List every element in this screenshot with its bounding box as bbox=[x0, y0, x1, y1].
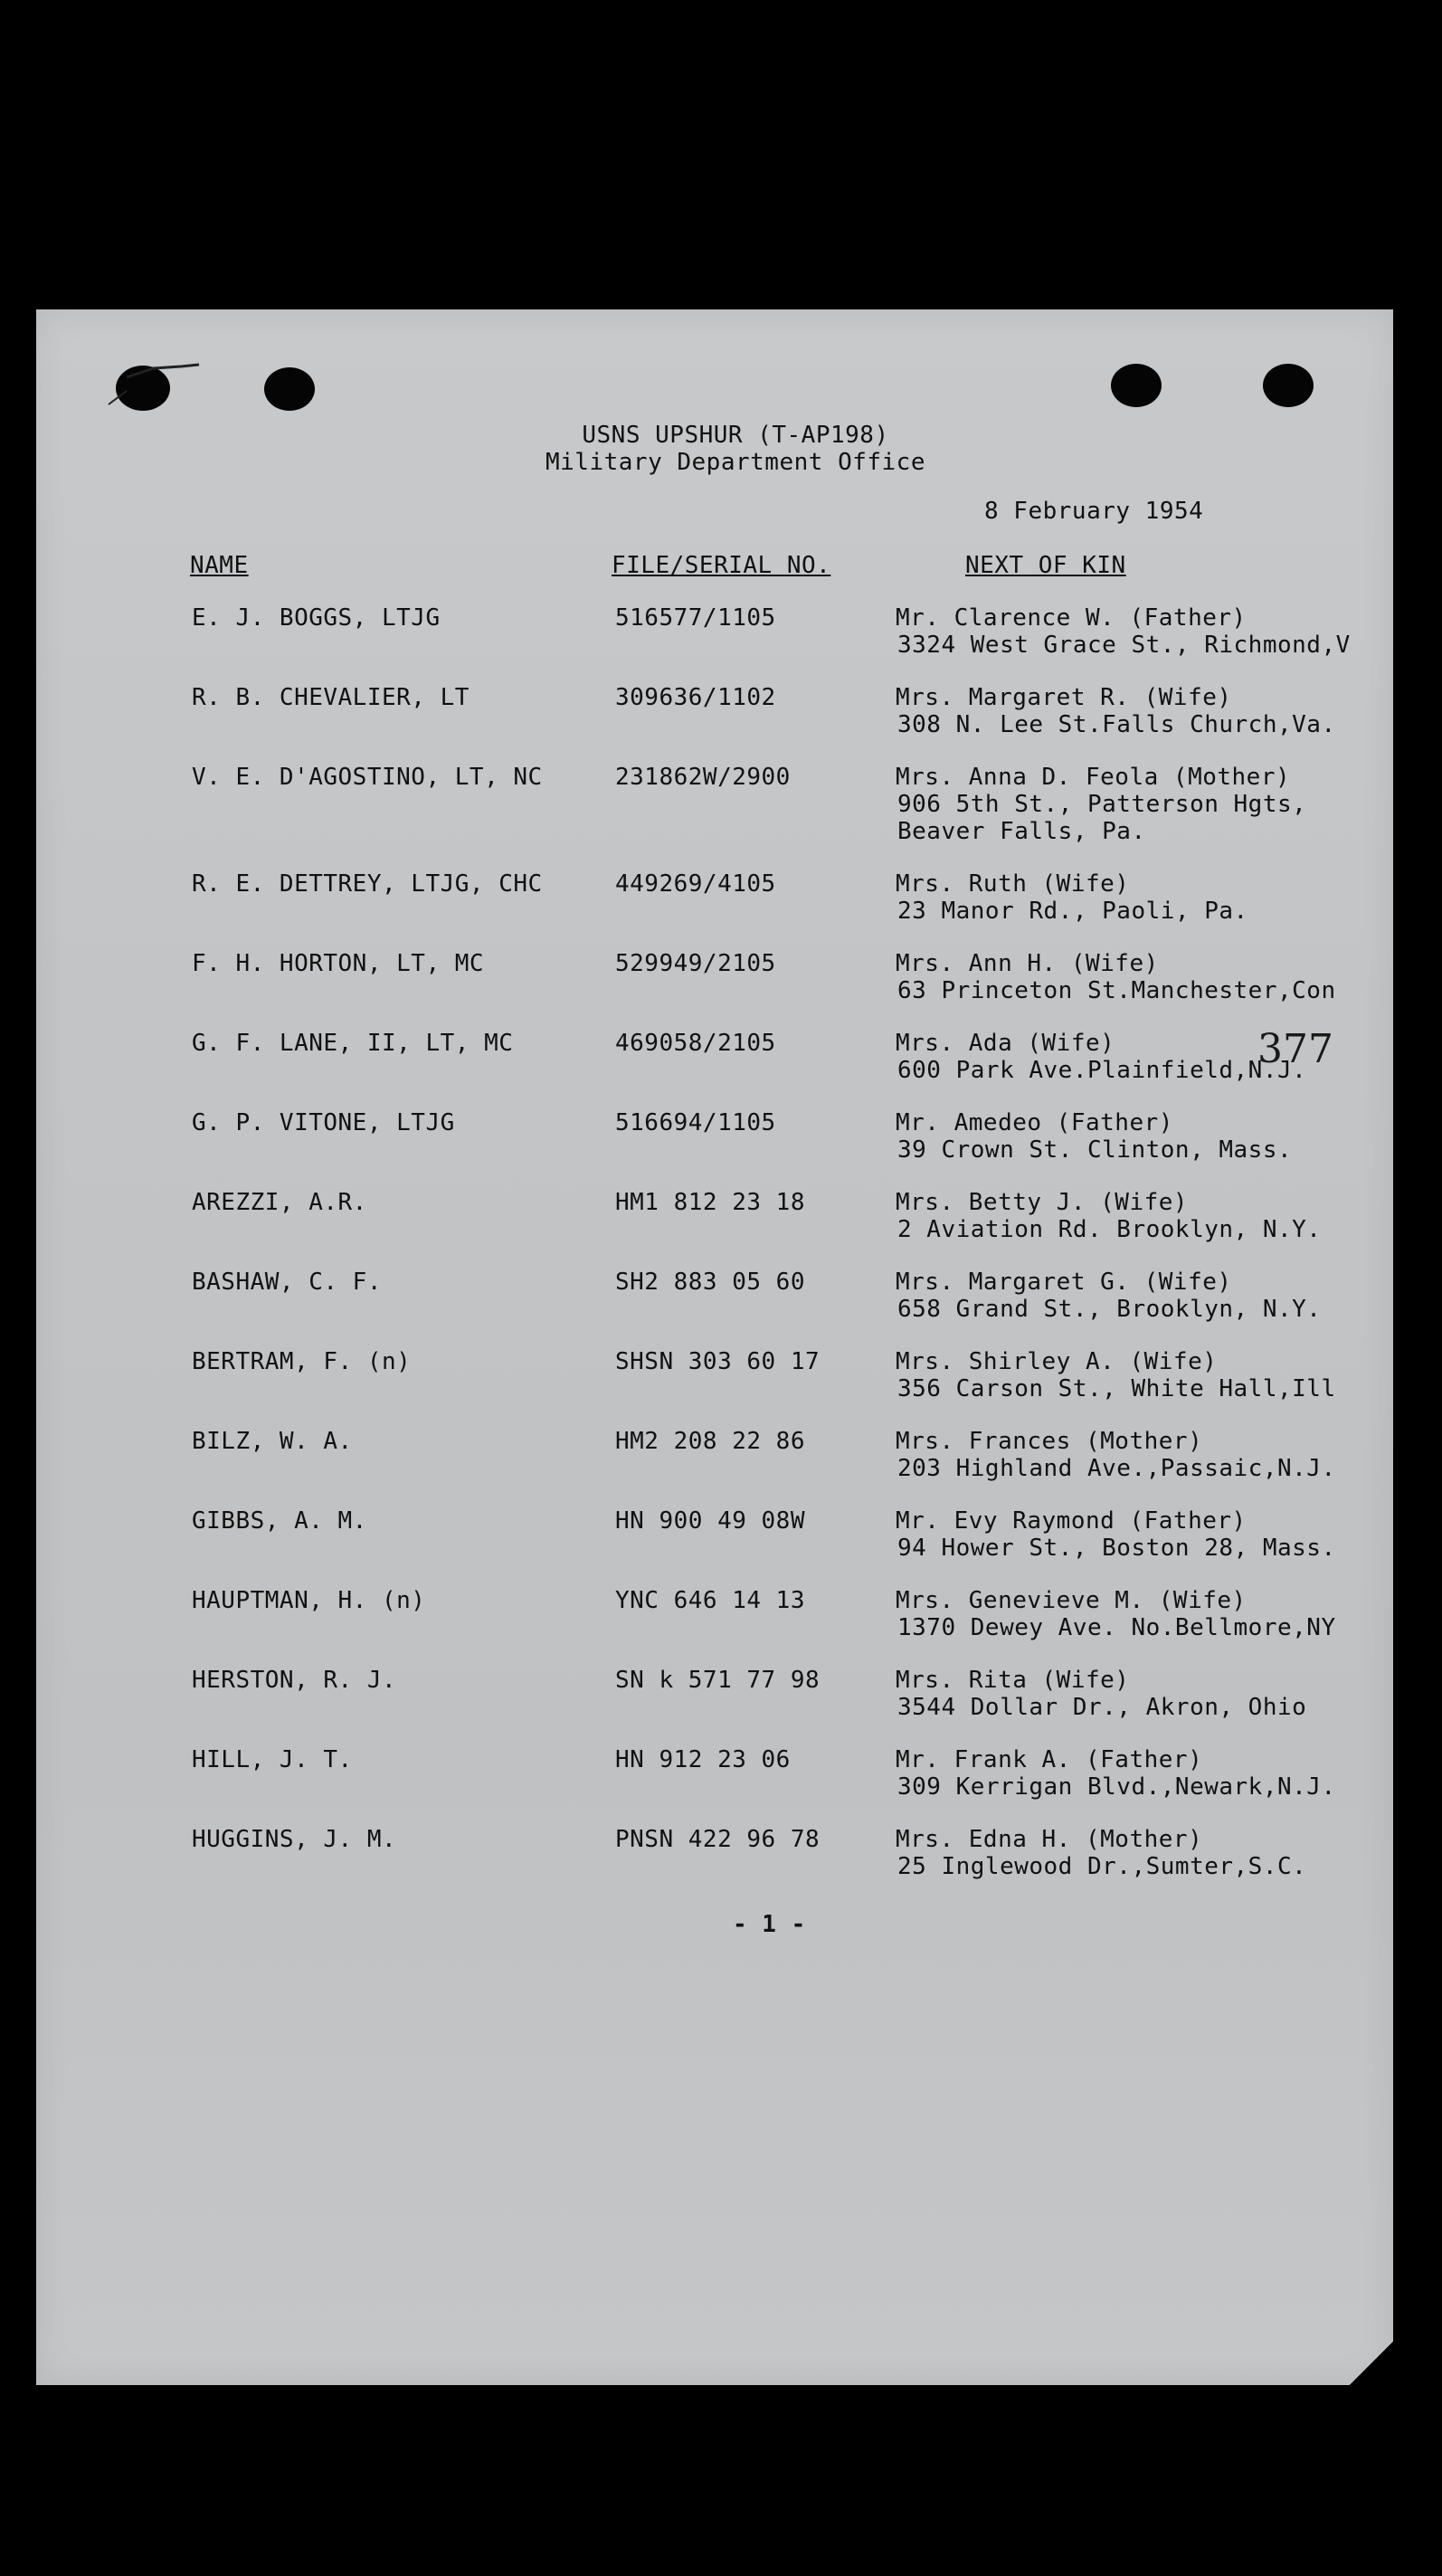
table-row bbox=[36, 1348, 1393, 1421]
serial-number: 449269/4105 bbox=[615, 870, 776, 898]
document-date: 8 February 1954 bbox=[984, 498, 1204, 525]
ink-scratch bbox=[100, 341, 208, 413]
serial-number: 469058/2105 bbox=[615, 1030, 776, 1057]
serial-number: 516694/1105 bbox=[615, 1109, 776, 1136]
next-of-kin-name: Mr. Clarence W. (Father) bbox=[896, 604, 1247, 632]
serial-number: PNSN 422 96 78 bbox=[615, 1826, 821, 1853]
table-row bbox=[36, 1507, 1393, 1580]
person-name: R. B. CHEVALIER, LT bbox=[192, 684, 470, 711]
next-of-kin-address: 600 Park Ave.Plainfield,N.J. bbox=[897, 1057, 1307, 1084]
table-row bbox=[36, 684, 1393, 756]
person-name: BILZ, W. A. bbox=[192, 1428, 353, 1455]
next-of-kin-address: 308 N. Lee St.Falls Church,Va. bbox=[897, 711, 1336, 738]
person-name: V. E. D'AGOSTINO, LT, NC bbox=[192, 764, 543, 791]
next-of-kin-address: 63 Princeton St.Manchester,Con bbox=[897, 977, 1336, 1004]
table-row bbox=[36, 1746, 1393, 1819]
column-header-kin: NEXT OF KIN bbox=[965, 552, 1126, 579]
next-of-kin-name: Mrs. Margaret R. (Wife) bbox=[896, 684, 1232, 711]
person-name: HILL, J. T. bbox=[192, 1746, 353, 1773]
next-of-kin-address: 3324 West Grace St., Richmond,V bbox=[897, 632, 1351, 659]
office-title: Military Department Office bbox=[545, 449, 925, 476]
serial-number: SH2 883 05 60 bbox=[615, 1269, 805, 1296]
person-name: R. E. DETTREY, LTJG, CHC bbox=[192, 870, 543, 898]
person-name: GIBBS, A. M. bbox=[192, 1507, 367, 1535]
punch-hole-3 bbox=[1111, 364, 1162, 407]
next-of-kin-address: 94 Hower St., Boston 28, Mass. bbox=[897, 1535, 1336, 1562]
document-page bbox=[36, 309, 1393, 2385]
person-name: G. P. VITONE, LTJG bbox=[192, 1109, 455, 1136]
person-name: BASHAW, C. F. bbox=[192, 1269, 382, 1296]
serial-number: HN 900 49 08W bbox=[615, 1507, 805, 1535]
next-of-kin-name: Mr. Amedeo (Father) bbox=[896, 1109, 1173, 1136]
next-of-kin-name: Mrs. Anna D. Feola (Mother) bbox=[896, 764, 1291, 791]
next-of-kin-address: 203 Highland Ave.,Passaic,N.J. bbox=[897, 1455, 1336, 1482]
next-of-kin-address: 25 Inglewood Dr.,Sumter,S.C. bbox=[897, 1853, 1307, 1880]
column-header-serial: FILE/SERIAL NO. bbox=[612, 552, 831, 579]
next-of-kin-name: Mr. Evy Raymond (Father) bbox=[896, 1507, 1247, 1535]
next-of-kin-address-2: Beaver Falls, Pa. bbox=[897, 818, 1146, 845]
next-of-kin-address: 658 Grand St., Brooklyn, N.Y. bbox=[897, 1296, 1322, 1323]
next-of-kin-name: Mrs. Ann H. (Wife) bbox=[896, 950, 1159, 977]
table-row bbox=[36, 1269, 1393, 1341]
next-of-kin-address: 3544 Dollar Dr., Akron, Ohio bbox=[897, 1694, 1307, 1721]
serial-number: SHSN 303 60 17 bbox=[615, 1348, 821, 1375]
table-row bbox=[36, 604, 1393, 677]
next-of-kin-address: 1370 Dewey Ave. No.Bellmore,NY bbox=[897, 1614, 1336, 1641]
next-of-kin-name: Mrs. Betty J. (Wife) bbox=[896, 1189, 1189, 1216]
table-row bbox=[36, 1826, 1393, 1898]
serial-number: 309636/1102 bbox=[615, 684, 776, 711]
next-of-kin-address: 906 5th St., Patterson Hgts, bbox=[897, 791, 1307, 818]
column-header-name: NAME bbox=[190, 552, 249, 579]
next-of-kin-name: Mrs. Edna H. (Mother) bbox=[896, 1826, 1203, 1853]
person-name: AREZZI, A.R. bbox=[192, 1189, 367, 1216]
next-of-kin-address: 356 Carson St., White Hall,Ill bbox=[897, 1375, 1336, 1402]
next-of-kin-name: Mr. Frank A. (Father) bbox=[896, 1746, 1203, 1773]
table-row bbox=[36, 1428, 1393, 1500]
ship-title: USNS UPSHUR (T-AP198) bbox=[582, 422, 889, 449]
serial-number: HM1 812 23 18 bbox=[615, 1189, 805, 1216]
table-row bbox=[36, 1587, 1393, 1659]
punch-hole-2 bbox=[264, 367, 315, 411]
next-of-kin-name: Mrs. Ada (Wife) bbox=[896, 1030, 1115, 1057]
serial-number: YNC 646 14 13 bbox=[615, 1587, 805, 1614]
table-row bbox=[36, 1667, 1393, 1739]
person-name: F. H. HORTON, LT, MC bbox=[192, 950, 485, 977]
serial-number: 516577/1105 bbox=[615, 604, 776, 632]
next-of-kin-address: 39 Crown St. Clinton, Mass. bbox=[897, 1136, 1293, 1164]
page-number: - 1 - bbox=[733, 1911, 806, 1938]
person-name: HERSTON, R. J. bbox=[192, 1667, 397, 1694]
next-of-kin-name: Mrs. Ruth (Wife) bbox=[896, 870, 1130, 898]
next-of-kin-name: Mrs. Margaret G. (Wife) bbox=[896, 1269, 1232, 1296]
serial-number: 529949/2105 bbox=[615, 950, 776, 977]
person-name: BERTRAM, F. (n) bbox=[192, 1348, 412, 1375]
serial-number: HM2 208 22 86 bbox=[615, 1428, 805, 1455]
next-of-kin-name: Mrs. Frances (Mother) bbox=[896, 1428, 1203, 1455]
next-of-kin-name: Mrs. Genevieve M. (Wife) bbox=[896, 1587, 1247, 1614]
person-name: E. J. BOGGS, LTJG bbox=[192, 604, 441, 632]
next-of-kin-name: Mrs. Rita (Wife) bbox=[896, 1667, 1130, 1694]
table-row bbox=[36, 764, 1393, 845]
next-of-kin-name: Mrs. Shirley A. (Wife) bbox=[896, 1348, 1218, 1375]
serial-number: HN 912 23 06 bbox=[615, 1746, 791, 1773]
table-row bbox=[36, 1030, 1393, 1102]
table-row bbox=[36, 1189, 1393, 1261]
serial-number: SN k 571 77 98 bbox=[615, 1667, 821, 1694]
person-name: HUGGINS, J. M. bbox=[192, 1826, 397, 1853]
person-name: G. F. LANE, II, LT, MC bbox=[192, 1030, 514, 1057]
next-of-kin-address: 23 Manor Rd., Paoli, Pa. bbox=[897, 898, 1248, 925]
table-row bbox=[36, 870, 1393, 943]
punch-hole-4 bbox=[1263, 364, 1314, 407]
table-row bbox=[36, 950, 1393, 1022]
person-name: HAUPTMAN, H. (n) bbox=[192, 1587, 426, 1614]
table-row bbox=[36, 1109, 1393, 1182]
next-of-kin-address: 309 Kerrigan Blvd.,Newark,N.J. bbox=[897, 1773, 1336, 1801]
handwritten-page-number: 377 bbox=[1257, 1026, 1333, 1072]
next-of-kin-address: 2 Aviation Rd. Brooklyn, N.Y. bbox=[897, 1216, 1322, 1243]
serial-number: 231862W/2900 bbox=[615, 764, 791, 791]
